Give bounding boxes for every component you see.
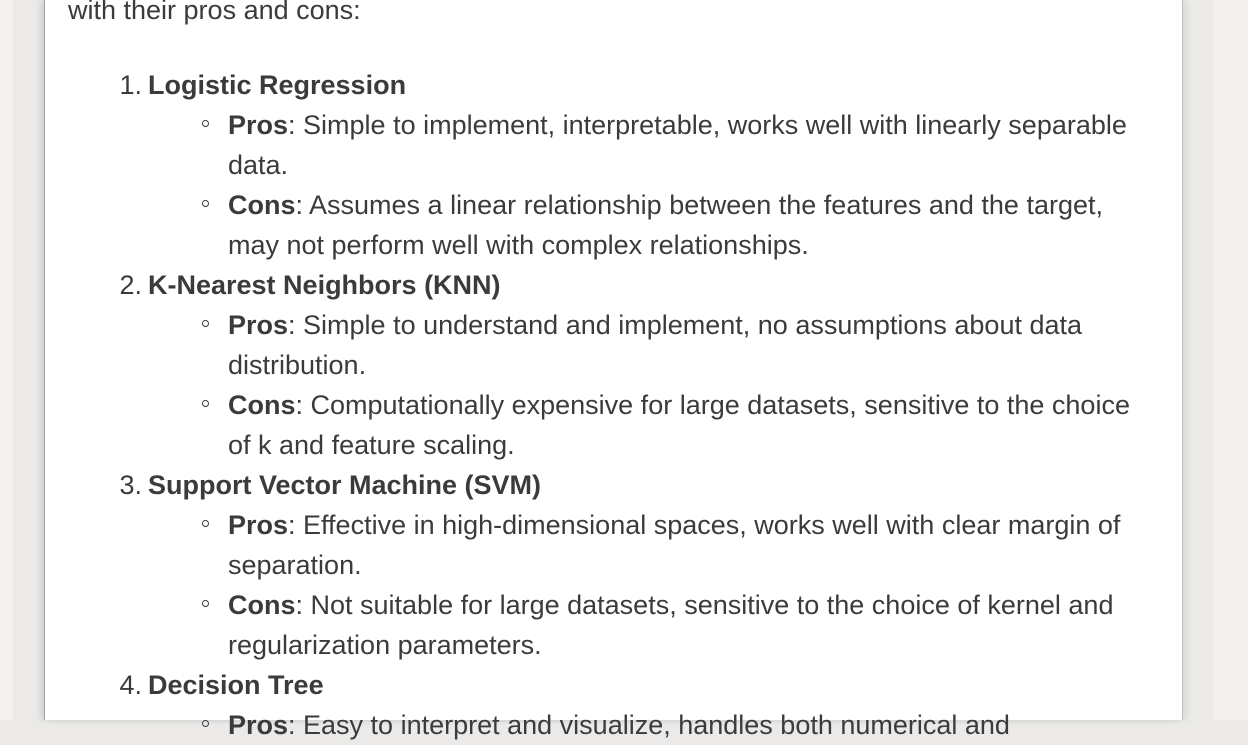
bullet-circle-icon — [202, 720, 209, 727]
bullet-circle-icon — [202, 200, 209, 207]
list-number: 4. — [119, 670, 142, 700]
pros-cons-list — [148, 105, 1155, 265]
pro-con-text: : Computationally expensive for large datasets, sensitive to the choice of k and feature scaling. — [228, 390, 1130, 460]
pros-cons-list — [148, 705, 1155, 745]
pro-con-label: Pros — [228, 310, 289, 340]
pro-con-item — [228, 385, 1155, 465]
algorithm-item — [119, 265, 1155, 465]
pro-con-label: Cons — [228, 590, 296, 620]
bullet-circle-icon — [202, 600, 209, 607]
list-number: 2. — [119, 270, 142, 300]
pro-con-label: Pros — [228, 510, 289, 540]
list-number: 1. — [119, 70, 142, 100]
pro-con-text: : Not suitable for large datasets, sensitive to the choice of kernel and regularization parameters. — [228, 590, 1114, 660]
pro-con-text: : Simple to understand and implement, no assumptions about data distribution. — [228, 310, 1083, 380]
pros-cons-list — [148, 305, 1155, 465]
pro-con-item — [228, 585, 1155, 665]
pro-con-text: : Effective in high-dimensional spaces, works well with clear margin of separation. — [228, 510, 1121, 580]
pro-con-label: Cons — [228, 390, 296, 420]
pros-cons-list — [148, 505, 1155, 665]
pro-con-item — [228, 105, 1155, 185]
intro-text: with their pros and cons: — [68, 0, 361, 25]
right-margin-strip — [1213, 0, 1248, 720]
document-page — [45, 0, 1182, 740]
pro-con-item — [228, 505, 1155, 585]
pro-con-item — [228, 705, 1155, 745]
algorithm-item — [119, 465, 1155, 665]
algorithm-name: Decision Tree — [148, 670, 324, 700]
pro-con-item — [228, 185, 1155, 265]
pro-con-text: : Simple to implement, interpretable, works well with linearly separable data. — [228, 110, 1127, 180]
algorithm-name: K-Nearest Neighbors (KNN) — [148, 270, 501, 300]
bullet-circle-icon — [202, 320, 209, 327]
pro-con-label: Pros — [228, 110, 289, 140]
pro-con-item — [228, 305, 1155, 385]
bullet-circle-icon — [202, 120, 209, 127]
pro-con-label: Pros — [228, 710, 289, 740]
pro-con-text: : Assumes a linear relationship between the features and the target, may not perform well with complex relationships. — [228, 190, 1103, 260]
algorithm-item — [119, 665, 1155, 745]
algorithm-item — [119, 65, 1155, 265]
algorithm-name: Logistic Regression — [148, 70, 407, 100]
pro-con-text: : Easy to interpret and visualize, handles both numerical and — [288, 710, 1010, 740]
algorithm-name: Support Vector Machine (SVM) — [148, 470, 542, 500]
pro-con-label: Cons — [228, 190, 296, 220]
left-margin-strip — [0, 0, 13, 720]
bullet-circle-icon — [202, 520, 209, 527]
bullet-circle-icon — [202, 400, 209, 407]
list-number: 3. — [119, 470, 142, 500]
algorithm-list — [68, 65, 1155, 745]
